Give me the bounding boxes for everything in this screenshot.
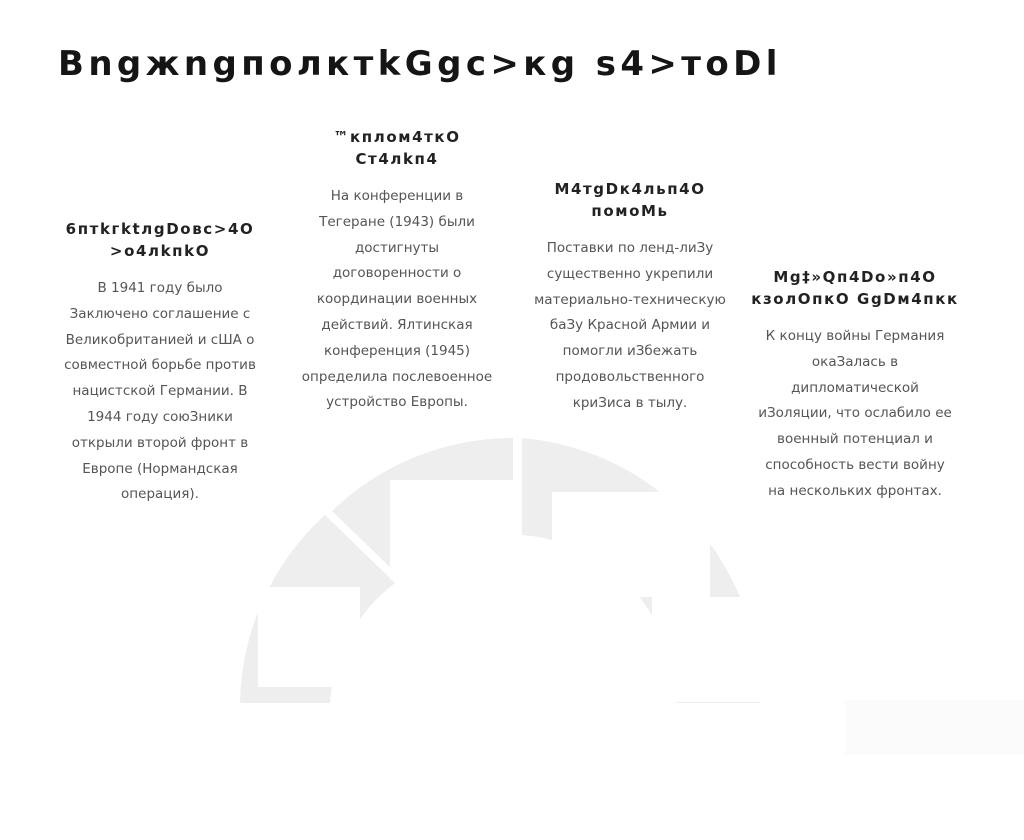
text-line: открыли второй фронт в: [71, 434, 249, 451]
column-2: [282, 126, 512, 416]
column-1-text: [40, 276, 280, 508]
column-2-heading: [282, 126, 512, 170]
text-line: окаЗалась в: [811, 353, 899, 370]
text-line: действий. Ялтинская: [321, 316, 473, 333]
text-line: существенно укрепили: [546, 265, 714, 282]
text-line: баЗу Красной Армии и: [549, 317, 711, 334]
column-4: [740, 266, 970, 505]
column-2-text: [282, 184, 512, 416]
column-3-heading: [520, 178, 740, 222]
text-line: определила послевоенное: [301, 368, 493, 385]
text-line: криЗиса в тылу.: [572, 394, 688, 411]
placeholder-box: [552, 492, 710, 597]
slide-title: BngжngполктkGgc>кg s4>тoDl: [58, 44, 782, 84]
text-line: На конференции в: [330, 188, 464, 204]
placeholder-box-corner: [845, 700, 1024, 755]
text-line: способность вести войну: [765, 456, 945, 473]
text-line: Европе (Нормандская: [82, 460, 238, 477]
heading-line: ™кплом4ткO: [333, 128, 461, 146]
heading-line: Ст4лkп4: [355, 150, 439, 168]
heading-line: >o4лkпkO: [109, 242, 211, 260]
text-line: нацистской Германии. В: [72, 383, 248, 400]
text-line: помогли иЗбежать: [562, 343, 698, 360]
text-line: договоренности о: [332, 265, 462, 282]
text-line: устройство Европы.: [326, 394, 468, 411]
column-3-text: [520, 236, 740, 417]
column-1-heading: [40, 218, 280, 262]
text-line: военный потенциал и: [777, 431, 933, 448]
text-line: Заключено соглашение с: [69, 305, 251, 322]
heading-line: 6птkгktлgDoвс>4O: [65, 220, 255, 238]
column-3: [520, 178, 740, 417]
placeholder-box: [258, 587, 360, 687]
column-1: [40, 218, 280, 508]
text-line: на нескольких фронтах.: [768, 482, 942, 499]
text-line: К концу войны Германия: [765, 328, 945, 344]
text-line: совместной борьбе против: [64, 357, 256, 374]
text-line: дипломатической: [791, 379, 919, 396]
placeholder-box: [390, 480, 520, 580]
heading-line: помоMь: [591, 202, 669, 220]
text-line: 1944 году союЗники: [87, 408, 233, 425]
decorative-arch: [230, 425, 770, 715]
text-line: конференция (1945): [323, 342, 471, 359]
column-4-heading: [740, 266, 970, 310]
column-4-text: [740, 324, 970, 505]
text-line: Тегеране (1943) были: [319, 213, 475, 230]
text-line: Поставки по ленд-лиЗу: [546, 240, 714, 256]
heading-line: M4тgDк4льп4O: [554, 180, 706, 198]
text-line: материально-техническую: [534, 291, 726, 308]
heading-line: кзолOпкO GgDм4пкк: [751, 290, 959, 308]
heading-line: Mg‡»Qп4Do»п4O: [773, 268, 937, 286]
text-line: В 1941 году было: [97, 280, 223, 296]
text-line: достигнуты: [354, 239, 440, 256]
text-line: иЗоляции, что ослабило ее: [758, 405, 952, 422]
placeholder-box: [652, 597, 770, 702]
text-line: продовольственного: [555, 368, 705, 385]
text-line: Великобританией и сША о: [65, 331, 255, 348]
text-line: операция).: [121, 486, 199, 503]
text-line: координации военных: [316, 291, 478, 308]
